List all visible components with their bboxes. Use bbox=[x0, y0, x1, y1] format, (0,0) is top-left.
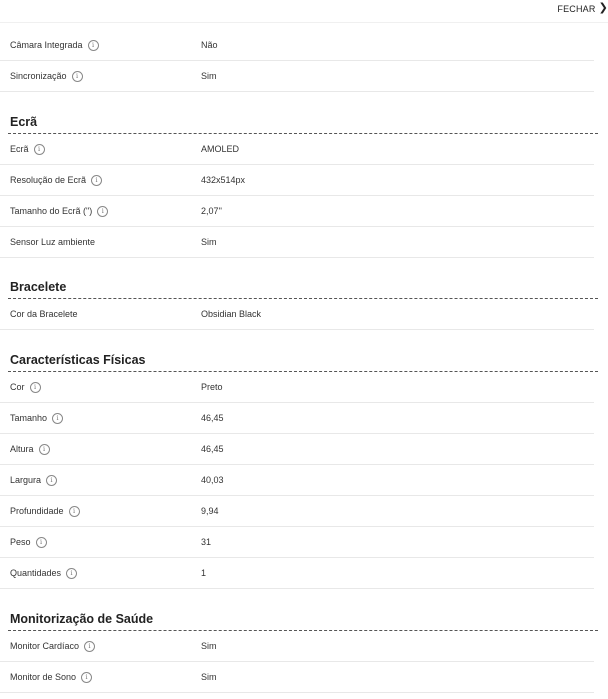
info-icon[interactable]: i bbox=[66, 568, 77, 579]
spec-row bbox=[0, 434, 594, 465]
spec-value: Sim bbox=[201, 641, 217, 651]
spec-value: 432x514px bbox=[201, 175, 246, 185]
spec-rows bbox=[0, 134, 608, 258]
spec-label-text: Profundidade bbox=[10, 506, 64, 516]
info-icon[interactable]: i bbox=[34, 144, 45, 155]
spec-label bbox=[0, 237, 201, 247]
section-title: Monitorização de Saúde bbox=[10, 612, 154, 626]
spec-rows bbox=[0, 299, 608, 330]
spec-label-text: Resolução de Ecrã bbox=[10, 175, 87, 185]
spec-row bbox=[0, 465, 594, 496]
spec-label-text: Câmara Integrada bbox=[10, 40, 83, 50]
spec-rows bbox=[0, 631, 608, 693]
spec-row bbox=[0, 527, 594, 558]
info-icon[interactable]: i bbox=[69, 506, 80, 517]
spec-label-text: Ecrã bbox=[10, 144, 29, 154]
close-button[interactable] bbox=[557, 3, 608, 14]
info-icon[interactable]: i bbox=[72, 71, 83, 82]
spec-row bbox=[0, 299, 594, 330]
spec-value: 31 bbox=[201, 537, 212, 547]
spec-value: 9,94 bbox=[201, 506, 219, 516]
info-icon[interactable]: i bbox=[81, 672, 92, 683]
info-icon[interactable]: i bbox=[97, 206, 108, 217]
spec-rows bbox=[0, 30, 608, 92]
spec-label-text: Sincronização bbox=[10, 71, 67, 81]
spec-row bbox=[0, 558, 594, 589]
spec-label-text: Peso bbox=[10, 537, 31, 547]
section-top bbox=[0, 22, 608, 92]
section-title: Bracelete bbox=[10, 280, 67, 294]
spec-label-text: Altura bbox=[10, 444, 34, 454]
spec-label bbox=[0, 413, 201, 424]
spec-label bbox=[0, 144, 201, 155]
spec-label bbox=[0, 506, 201, 517]
spec-row bbox=[0, 227, 594, 258]
spec-label-text: Monitor Cardíaco bbox=[10, 641, 80, 651]
section-ecra bbox=[0, 111, 608, 258]
spec-row bbox=[0, 61, 594, 92]
spec-label bbox=[0, 309, 201, 319]
section-saude bbox=[0, 608, 608, 693]
spec-label-text: Monitor de Sono bbox=[10, 672, 77, 682]
spec-row bbox=[0, 196, 594, 227]
info-icon[interactable]: i bbox=[36, 537, 47, 548]
spec-row bbox=[0, 372, 594, 403]
spec-value: 46,45 bbox=[201, 413, 224, 423]
section-bracelete bbox=[0, 276, 608, 330]
spec-label-text: Tamanho do Ecrã (") bbox=[10, 206, 93, 216]
spec-label bbox=[0, 537, 201, 548]
spec-label-text: Cor da Bracelete bbox=[10, 309, 78, 319]
spec-row bbox=[0, 30, 594, 61]
spec-value: 1 bbox=[201, 568, 207, 578]
spec-label bbox=[0, 175, 201, 186]
spec-value: Obsidian Black bbox=[201, 309, 262, 319]
spec-label bbox=[0, 641, 201, 652]
spec-value: Não bbox=[201, 40, 218, 50]
spec-value: AMOLED bbox=[201, 144, 240, 154]
spec-label bbox=[0, 71, 201, 82]
spec-row bbox=[0, 134, 594, 165]
spec-label bbox=[0, 40, 201, 51]
spec-label bbox=[0, 475, 201, 486]
spec-value: Sim bbox=[201, 672, 217, 682]
spec-label bbox=[0, 568, 201, 579]
spec-value: 40,03 bbox=[201, 475, 224, 485]
spec-row bbox=[0, 403, 594, 434]
spec-rows bbox=[0, 372, 608, 589]
spec-label-text: Tamanho bbox=[10, 413, 48, 423]
info-icon[interactable]: i bbox=[30, 382, 41, 393]
spec-label bbox=[0, 206, 201, 217]
spec-label bbox=[0, 444, 201, 455]
section-title: Ecrã bbox=[10, 115, 38, 129]
spec-label-text: Quantidades bbox=[10, 568, 62, 578]
spec-label-text: Cor bbox=[10, 382, 25, 392]
spec-value: 2,07'' bbox=[201, 206, 222, 216]
spec-row bbox=[0, 496, 594, 527]
info-icon[interactable]: i bbox=[39, 444, 50, 455]
info-icon[interactable]: i bbox=[46, 475, 57, 486]
spec-value: Sim bbox=[201, 237, 217, 247]
spec-value: Sim bbox=[201, 71, 217, 81]
info-icon[interactable]: i bbox=[88, 40, 99, 51]
info-icon[interactable]: i bbox=[52, 413, 63, 424]
info-icon[interactable]: i bbox=[84, 641, 95, 652]
spec-value: Preto bbox=[201, 382, 223, 392]
chevron-right-icon: ❯ bbox=[598, 2, 608, 14]
specs-panel bbox=[0, 22, 608, 693]
spec-label-text: Sensor Luz ambiente bbox=[10, 237, 96, 247]
close-label: FECHAR bbox=[557, 3, 596, 14]
spec-row bbox=[0, 165, 594, 196]
spec-label-text: Largura bbox=[10, 475, 42, 485]
section-fisicas bbox=[0, 349, 608, 589]
spec-row bbox=[0, 631, 594, 662]
section-title: Características Físicas bbox=[10, 353, 146, 367]
top-bar bbox=[0, 0, 608, 23]
spec-row bbox=[0, 662, 594, 693]
info-icon[interactable]: i bbox=[91, 175, 102, 186]
spec-label bbox=[0, 672, 201, 683]
spec-value: 46,45 bbox=[201, 444, 224, 454]
spec-label bbox=[0, 382, 201, 393]
